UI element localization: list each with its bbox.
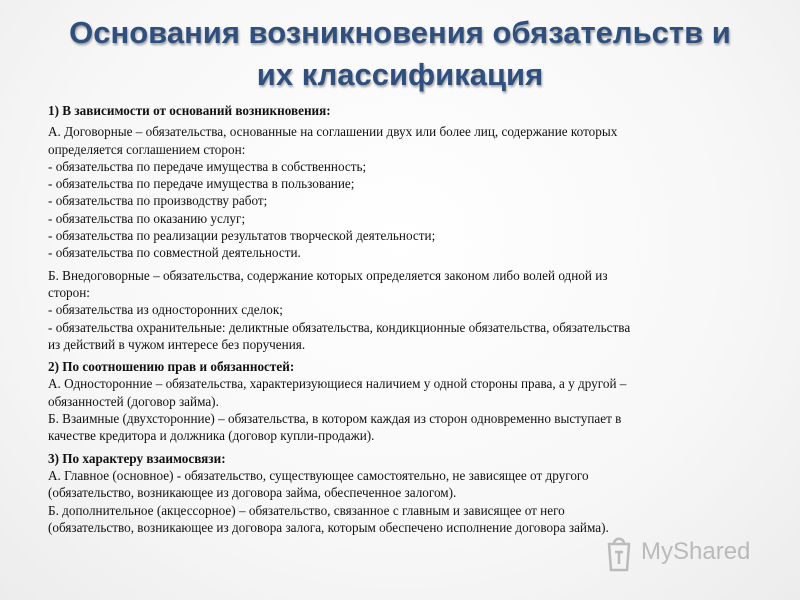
watermark-text: MyShared (641, 538, 751, 565)
section-2-heading: 2) По соотношению прав и обязанностей: (48, 359, 295, 375)
section-1-a-line-1: А. Договорные – обязательства, основанные на соглашении двух или более лиц, содержание которых (48, 124, 618, 140)
section-1-a-item: - обязательства по оказанию услуг; (48, 210, 246, 226)
section-1-b-line-1: Б. Внедоговорные – обязательства, содержание которых определяется законом либо волей одной из (48, 267, 608, 283)
section-3-a-line-1: А. Главное (основное) - обязательство, существующее самостоятельно, не зависящее от другого (48, 467, 589, 483)
section-2-a-line-1: А. Односторонние – обязательства, характеризующиеся наличием у одной стороны права, а у другой – (48, 376, 627, 392)
section-2-b-line-2: качестве кредитора и должника (договор купли-продажи). (48, 428, 375, 444)
section-1-a-item: - обязательства по передаче имущества в пользование; (48, 176, 355, 192)
section-3-a-line-2: (обязательство, возникающее из договора займа, обеспеченное залогом). (48, 485, 457, 501)
section-1-b-item: из действий в чужом интересе без поручения. (48, 336, 306, 352)
section-1-b-line-2: сторон: (48, 284, 90, 300)
section-1-b-item: - обязательства из односторонних сделок; (48, 302, 283, 318)
section-1-a-item: - обязательства по передаче имущества в собственность; (48, 158, 367, 174)
myshared-watermark (605, 532, 765, 576)
section-3-b-line-1: Б. дополнительное (акцессорное) – обязательство, связанное с главным и зависящее от него (48, 502, 565, 518)
section-3-heading: 3) По характеру взаимосвязи: (48, 450, 226, 466)
slide-body (48, 102, 750, 536)
section-1-heading: 1) В зависимости от оснований возникновения: (48, 103, 331, 118)
section-3-b-line-2: (обязательство, возникающее из договора залога, которым обеспечено исполнение договора займа). (48, 519, 609, 535)
section-1-b-item: - обязательства охранительные: деликтные обязательства, кондикционные обязательства, обязательства (48, 319, 631, 335)
myshared-logo-icon (605, 534, 635, 574)
section-2-a-line-2: обязанностей (договор займа). (48, 393, 219, 409)
section-2-b-line-1: Б. Взаимные (двухсторонние) – обязательства, в котором каждая из сторон одновременно выступает в (48, 411, 622, 427)
section-1-a-item: - обязательства по реализации результатов творческой деятельности; (48, 228, 436, 244)
section-1-a-line-2: определяется соглашением сторон: (48, 141, 246, 157)
slide-title-line-2: их классификация (256, 57, 544, 92)
section-1-a-item: - обязательства по совместной деятельности. (48, 245, 301, 261)
slide-title-line-1: Основания возникновения обязательств и (69, 15, 731, 50)
slide-title (0, 12, 800, 96)
section-1-a-item: - обязательства по производству работ; (48, 193, 268, 209)
